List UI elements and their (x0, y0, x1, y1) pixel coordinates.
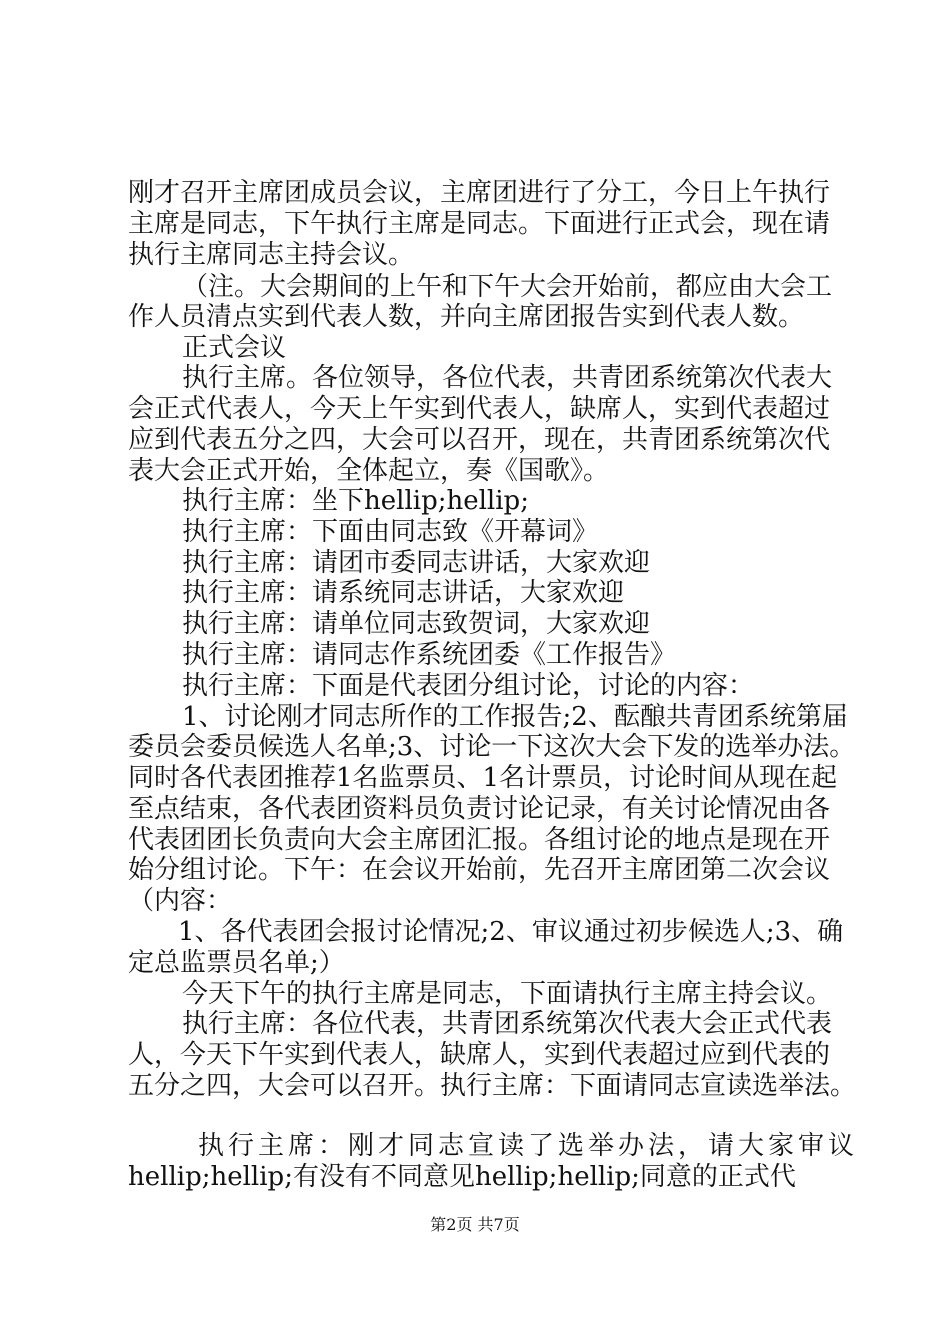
text-line: 人，今天下午实到代表人，缺席人，实到代表超过应到代表的 (128, 1040, 831, 1070)
text-line: 五分之四，大会可以召开。执行主席：下面请同志宣读选举法。 (128, 1071, 857, 1101)
text-line: 至点结束，各代表团资料员负责讨论记录，有关讨论情况由各 (128, 794, 831, 824)
text-line: 执行主席：请团市委同志讲话，大家欢迎 (182, 548, 651, 578)
text-line: 同时各代表团推荐1名监票员、1名计票员，讨论时间从现在起 (128, 763, 838, 793)
text-line: 执行主席：刚才同志宣读了选举办法，请大家审议 (198, 1131, 859, 1161)
text-line: 执行主席：请同志作系统团委《工作报告》 (182, 640, 677, 670)
page-footer: 第2页 共7页 (430, 1215, 520, 1234)
text-line: 执行主席：坐下hellip;hellip; (182, 486, 529, 516)
text-line: 1、各代表团会报讨论情况;2、审议通过初步候选人;3、确 (178, 917, 844, 947)
text-line: 定总监票员名单;） (128, 948, 345, 978)
text-line: 1、讨论刚才同志所作的工作报告;2、酝酿共青团系统第届 (182, 702, 848, 732)
text-line: 始分组讨论。下午：在会议开始前，先召开主席团第二次会议 (128, 855, 831, 885)
text-line: （注。大会期间的上午和下午大会开始前，都应由大会工 (182, 272, 833, 302)
text-line: 执行主席。各位领导，各位代表，共青团系统第次代表大 (182, 363, 833, 393)
text-line: 执行主席：请系统同志讲话，大家欢迎 (182, 578, 625, 608)
text-line: 委员会委员候选人名单;3、讨论一下这次大会下发的选举办法。 (128, 732, 856, 762)
text-line: 表大会正式开始，全体起立，奏《国歌》。 (128, 456, 610, 486)
text-line: 主席是同志，下午执行主席是同志。下面进行正式会，现在请 (128, 209, 831, 239)
text-line: 执行主席同志主持会议。 (128, 240, 415, 270)
text-line: 应到代表五分之四，大会可以召开，现在，共青团系统第次代 (128, 425, 831, 455)
text-line: 执行主席：各位代表，共青团系统第次代表大会正式代表 (182, 1009, 833, 1039)
text-line: 执行主席：下面由同志致《开幕词》 (182, 517, 599, 547)
text-line: hellip;hellip;有没有不同意见hellip;hellip;同意的正式代 (128, 1162, 796, 1192)
section-heading: 正式会议 (182, 333, 287, 363)
text-line: 作人员清点实到代表人数，并向主席团报告实到代表人数。 (128, 302, 805, 332)
text-line: 刚才召开主席团成员会议，主席团进行了分工，今日上午执行 (128, 178, 831, 208)
text-line: （内容： (128, 886, 233, 916)
text-line: 代表团团长负责向大会主席团汇报。各组讨论的地点是现在开 (128, 825, 831, 855)
text-line: 今天下午的执行主席是同志，下面请执行主席主持会议。 (182, 979, 833, 1009)
text-line: 执行主席：下面是代表团分组讨论，讨论的内容： (182, 671, 755, 701)
text-line: 执行主席：请单位同志致贺词，大家欢迎 (182, 609, 651, 639)
text-line: 会正式代表人，今天上午实到代表人，缺席人，实到代表超过 (128, 394, 831, 424)
